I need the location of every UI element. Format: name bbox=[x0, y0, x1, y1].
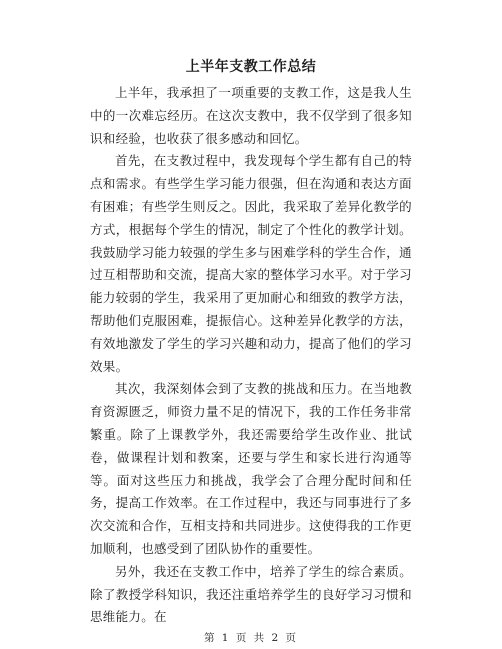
paragraph-challenges: 其次，我深刻体会到了支教的挑战和压力。在当地教育资源匮乏，师资力量不足的情况下，我的工作任务非常繁重。除了上课教学外，我还需要给学生改作业、批试卷，做课程计划和教案，还要与学生和家长进行沟通等等。面对这些压力和挑战，我学会了合理分配时间和任务，提高工作效率。在工作过程中，我还与同事进行了多次交流和合作，互相支持和共同进步。这使得我的工作更加顺利，也感受到了团队协作的重要性。 bbox=[90, 381, 412, 556]
paragraph-differentiated-teaching: 首先，在支教过程中，我发现每个学生都有自己的特点和需求。有些学生学习能力很强，但在沟通和表达方面有困难；有些学生则反之。因此，我采取了差异化教学的方式，根据每个学生的情况，制定了个性化的教学计划。我鼓励学习能力较强的学生多与困难学科的学生合作，通过互相帮助和交流，提高大家的整体学习水平。对于学习能力较弱的学生，我采用了更加耐心和细致的教学方法，帮助他们克服困难，提振信心。这种差异化教学的方法，有效地激发了学生的学习兴趣和动力，提高了他们的学习效果。 bbox=[90, 153, 412, 374]
paragraph-comprehensive-quality: 另外，我还在支教工作中，培养了学生的综合素质。除了教授学科知识，我还注重培养学生的良好学习习惯和思维能力。在 bbox=[90, 563, 412, 625]
paragraph-intro: 上半年，我承担了一项重要的支教工作，这是我人生中的一次难忘经历。在这次支教中，我不仅学到了很多知识和经验，也收获了很多感动和回忆。 bbox=[90, 85, 412, 146]
document-body bbox=[90, 82, 412, 629]
page-number-footer: 第 1 页 共 2 页 bbox=[203, 632, 299, 644]
document-title: 上半年支教工作总结 bbox=[185, 59, 317, 75]
